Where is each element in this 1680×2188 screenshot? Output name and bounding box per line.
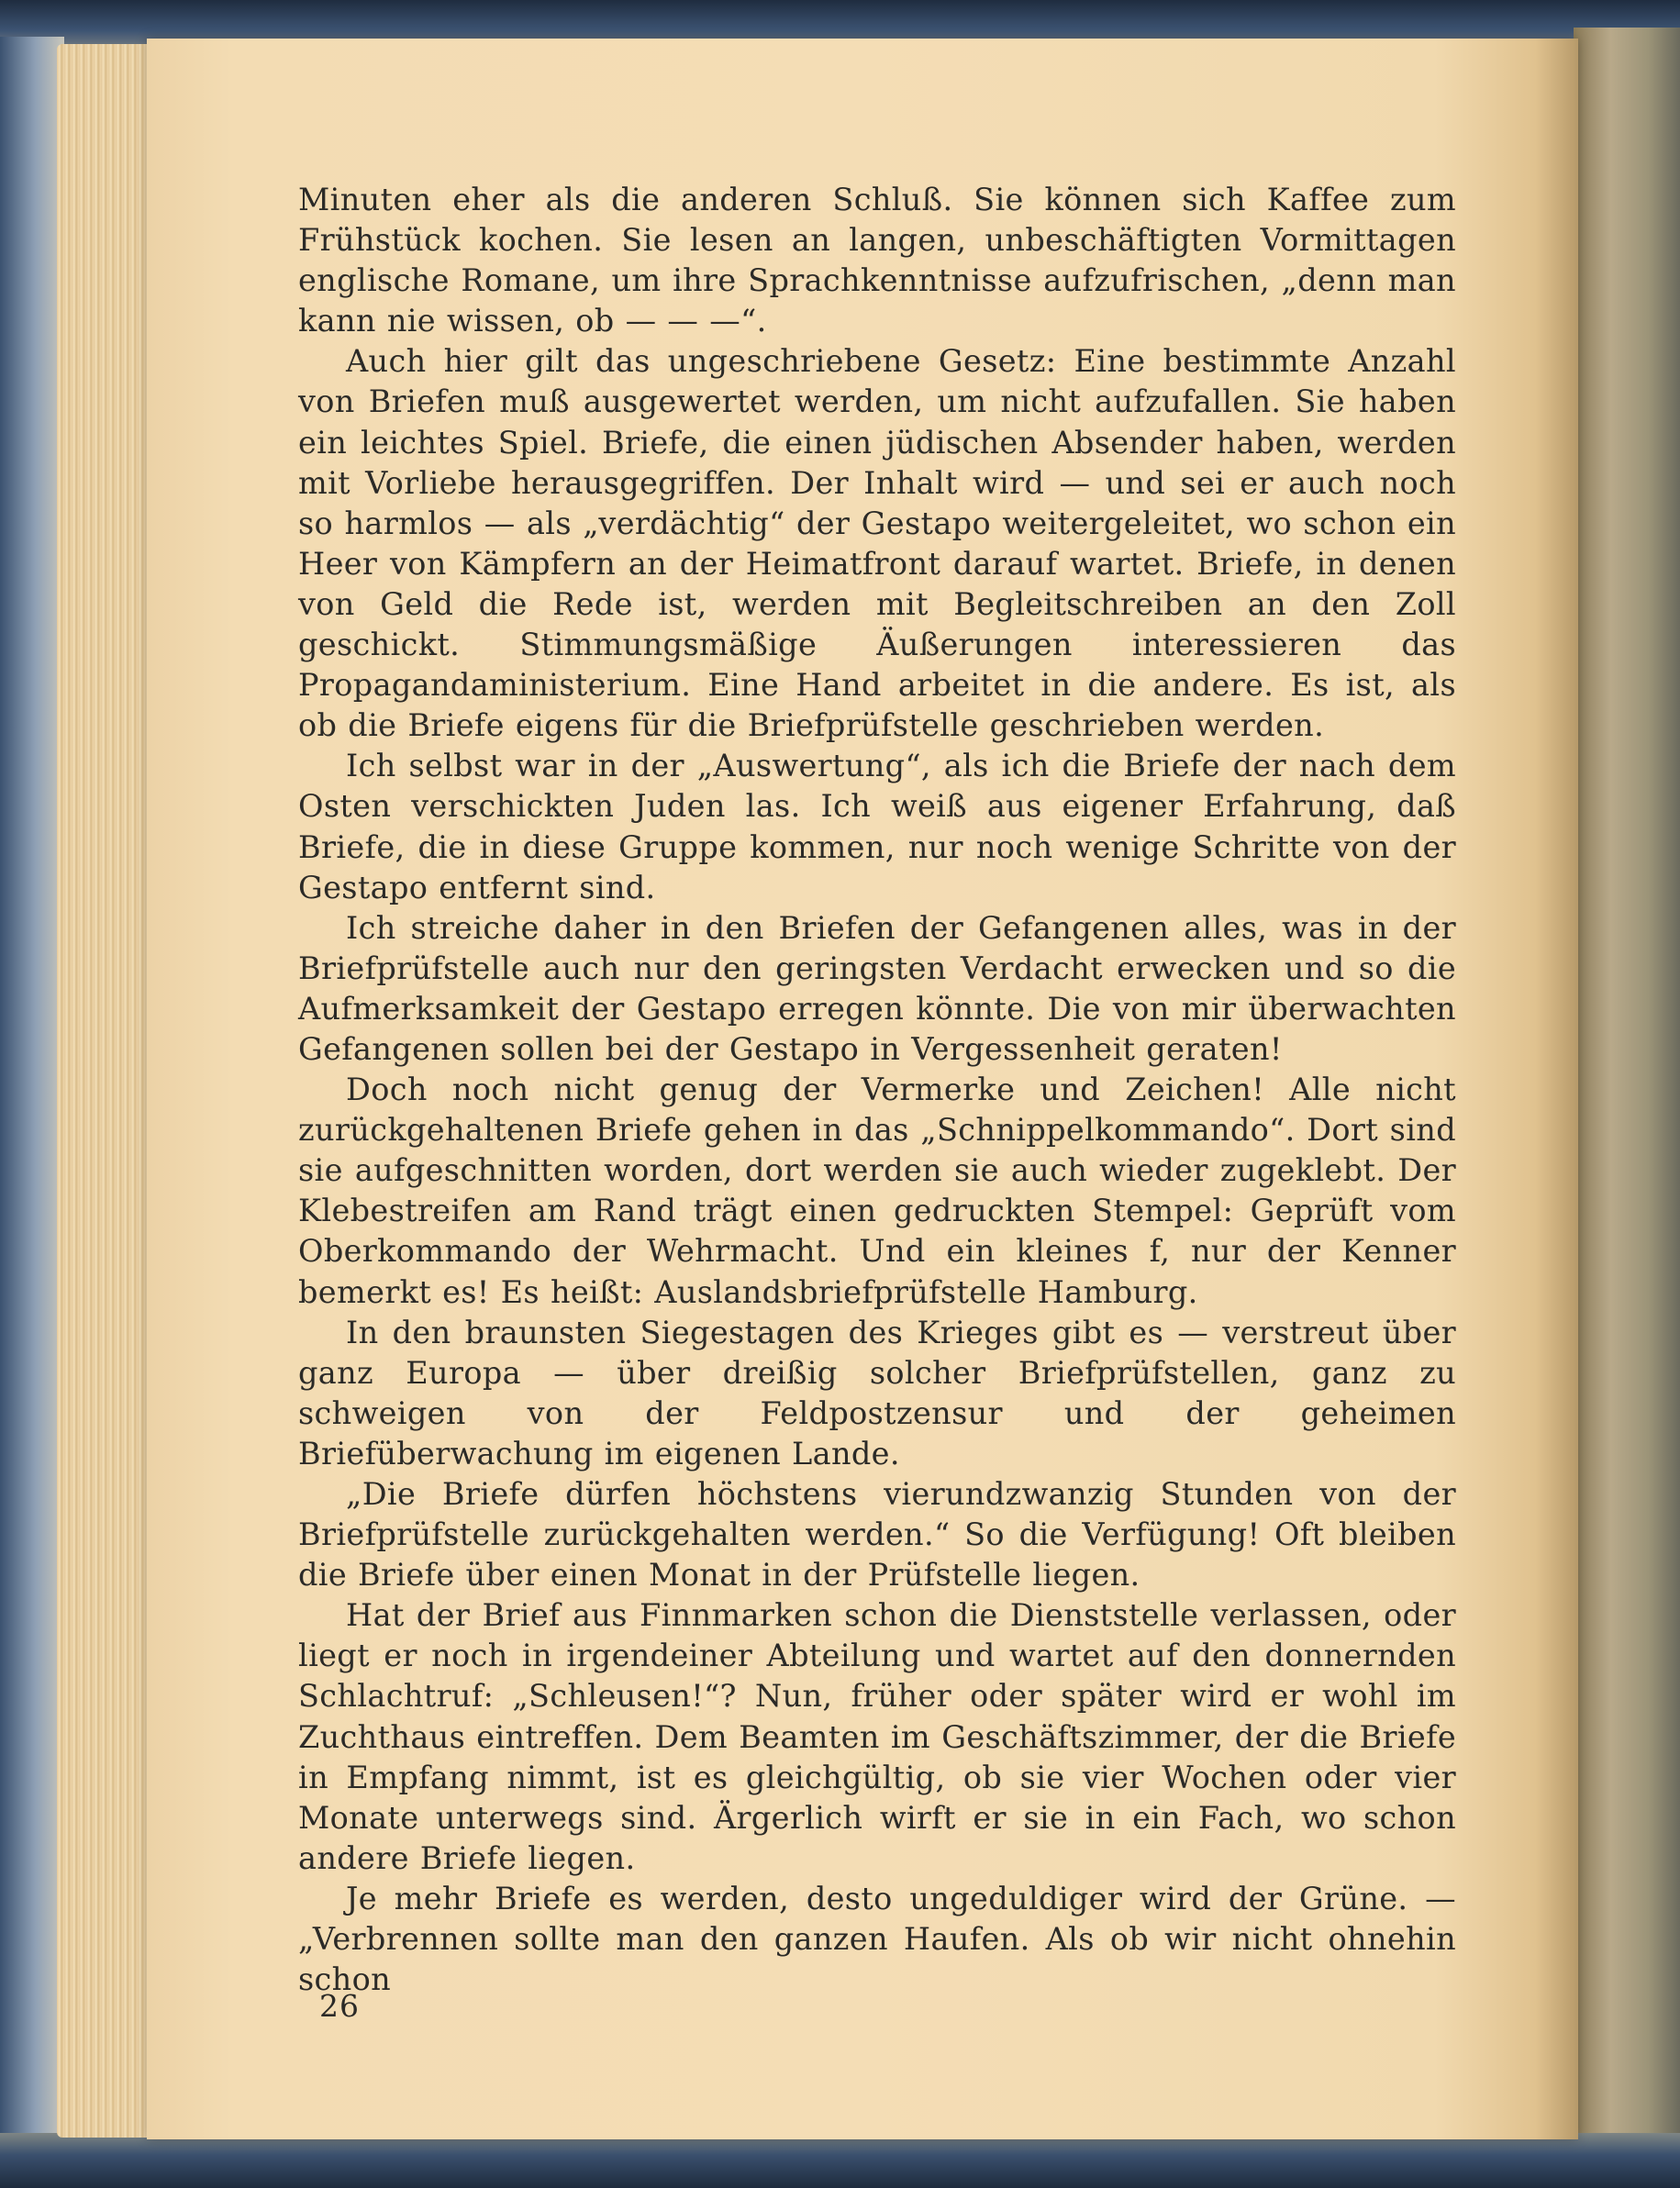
stacked-page-edges	[57, 44, 158, 2138]
book-cover-bottom-edge	[0, 2133, 1680, 2188]
book-cover-left-edge	[0, 37, 64, 2138]
paragraph: In den braunsten Siegestagen des Krieges gibt es — verstreut über ganz Europa — über dreißig solcher Briefprüfstellen, ganz zu schweigen von der Feldpostzensur und der geheimen Briefüberwachung im eigenen Lande.	[298, 1314, 1456, 1472]
paragraph: Je mehr Briefe es werden, desto ungeduldiger wird der Grüne. — „Verbrennen sollte man den ganzen Haufen. Als ob wir nicht ohnehin schon	[298, 1880, 1456, 1998]
paragraph: Doch noch nicht genug der Vermerke und Zeichen! Alle nicht zurückgehaltenen Briefe gehen in das „Schnippelkommando“. Dort sind sie aufgeschnitten worden, dort werden sie auch wieder zugeklebt. Der Klebestreifen am Rand trägt einen gedruckten Stempel: Geprüft vom Oberkommando der Wehrmacht. Und ein kleines f, nur der Kenner bemerkt es! Es heißt: Auslandsbriefprüfstelle Hamburg.	[298, 1072, 1456, 1310]
paragraph-continuation: Minuten eher als die anderen Schluß. Sie können sich Kaffee zum Frühstück kochen. Sie lesen an langen, unbeschäftigten Vormittagen englische Romane, um ihre Sprachkenntnisse aufzufrischen, „denn man kann nie wissen, ob — — —“.	[298, 182, 1456, 339]
page-body-text	[298, 180, 1456, 2000]
book-cover-right-edge	[1574, 28, 1680, 2147]
paragraph: Hat der Brief aus Finnmarken schon die Dienststelle verlassen, oder liegt er noch in irgendeiner Abteilung und wartet auf den donnernden Schlachtruf: „Schleusen!“? Nun, früher oder später wird er wohl im Zuchthaus eintreffen. Dem Beamten im Geschäftszimmer, der die Briefe in Empfang nimmt, ist es gleichgültig, ob sie vier Wochen oder vier Monate unterwegs sind. Ärgerlich wirft er sie in ein Fach, wo schon andere Briefe liegen.	[298, 1597, 1456, 1876]
paragraph: Ich streiche daher in den Briefen der Gefangenen alles, was in der Briefprüfstelle auch nur den geringsten Verdacht erwecken und so die Aufmerksamkeit der Gestapo erregen könnte. Die von mir überwachten Gefangenen sollen bei der Gestapo in Vergessenheit geraten!	[298, 909, 1456, 1067]
paragraph: Ich selbst war in der „Auswertung“, als ich die Briefe der nach dem Osten verschickten Juden las. Ich weiß aus eigener Erfahrung, daß Briefe, die in diese Gruppe kommen, nur noch wenige Schritte von der Gestapo entfernt sind.	[298, 748, 1456, 905]
page-number: 26	[319, 1988, 360, 2024]
paragraph: „Die Briefe dürfen höchstens vierundzwanzig Stunden von der Briefprüfstelle zurückgehalten werden.“ So die Verfügung! Oft bleiben die Briefe über einen Monat in der Prüfstelle liegen.	[298, 1476, 1456, 1594]
paragraph: Auch hier gilt das ungeschriebene Gesetz: Eine bestimmte Anzahl von Briefen muß ausgewertet werden, um nicht aufzufallen. Sie haben ein leichtes Spiel. Briefe, die einen jüdischen Absender haben, werden mit Vorliebe herausgegriffen. Der Inhalt wird — und sei er auch noch so harmlos — als „verdächtig“ der Gestapo weitergeleitet, wo schon ein Heer von Kämpfern an der Heimatfront darauf wartet. Briefe, in denen von Geld die Rede ist, werden mit Begleitschreiben an den Zoll geschickt. Stimmungsmäßige Äußerungen interessieren das Propagandaministerium. Eine Hand arbeitet in die andere. Es ist, als ob die Briefe eigens für die Briefprüfstelle geschrieben werden.	[298, 343, 1456, 744]
